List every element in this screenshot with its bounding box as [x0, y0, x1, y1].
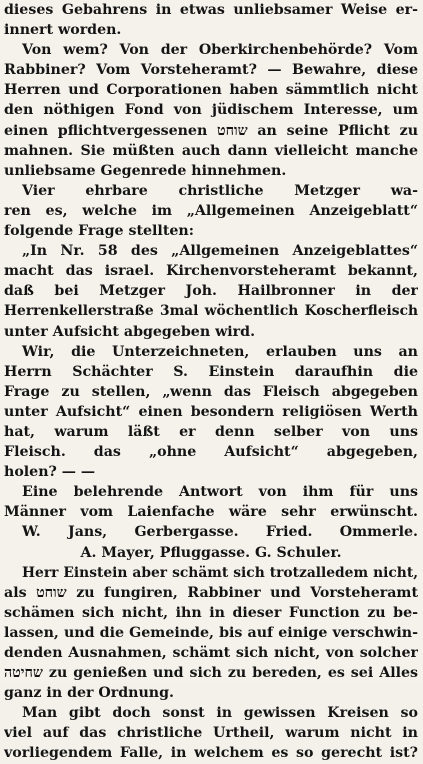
text-line: Wir, die Unterzeichneten, erlauben uns an	[22, 343, 418, 360]
text-line: ren es, welche im „Allgemeinen Anzeigeblatt“	[4, 202, 418, 219]
text-line: unter Aufsicht abgegeben wird.	[4, 323, 256, 340]
text-line: Eine belehrende Antwort von ihm für uns	[22, 484, 418, 501]
text-line: dieses Gebahrens in etwas unliebsamer Weise er-	[4, 2, 418, 18]
text-line: unliebsame Gegenrede hinnehmen.	[4, 162, 287, 179]
text-line: W. Jans, Gerbergasse. Fried. Ommerle.	[22, 524, 418, 541]
article-text	[4, 0, 418, 764]
text-line: ganz in der Ordnung.	[4, 685, 174, 702]
text-line: macht das israel. Kirchenvorsteheramt bekannt,	[4, 263, 418, 280]
text-line: Herr Einstein aber schämt sich trotzalledem nicht,	[22, 564, 418, 581]
text-line: שחיטה zu genießen und sich zu bereden, es sei Alles	[4, 665, 418, 682]
text-line: viel auf das christliche Urtheil, warum nicht in	[4, 725, 418, 742]
text-line: lassen, und die Gemeinde, bis auf einige verschwin-	[4, 624, 418, 641]
text-line: Frage zu stellen, „wenn das Fleisch abgegeben	[4, 383, 418, 400]
text-line: Man gibt doch sonst in gewissen Kreisen so	[22, 705, 418, 722]
text-line: Fleisch. das „ohne Aufsicht“ abgegeben,	[4, 444, 418, 461]
text-line: Männer vom Laienfache wäre sehr erwünscht.	[4, 504, 418, 521]
text-line: Vier ehrbare christliche Metzger wa-	[22, 182, 418, 199]
text-line: Rabbiner? Vom Vorsteheramt? — Bewahre, diese	[4, 62, 418, 79]
text-line: Herren und Corporationen haben sämmtlich nicht	[4, 82, 418, 99]
text-line: einen pflichtvergessenen שוחט an seine Pflicht zu	[4, 122, 418, 139]
text-line: Von wem? Von der Oberkirchenbehörde? Vom	[22, 42, 418, 59]
text-line: schämen sich nicht, ihn in dieser Function zu be-	[4, 604, 418, 621]
text-line: A. Mayer, Pfluggasse. G. Schuler.	[80, 544, 342, 561]
text-line: daß bei Metzger Joh. Hailbronner in der	[4, 283, 418, 300]
text-line: Herrenkellerstraße 3mal wöchentlich Koscherfleisch	[4, 303, 418, 320]
text-line: „In Nr. 58 des „Allgemeinen Anzeigeblattes“	[22, 243, 418, 260]
text-line: denden Ausnahmen, schämt sich nicht, von solcher	[4, 645, 418, 661]
text-line: mahnen. Sie müßten auch dann vielleicht manche	[4, 142, 418, 159]
text-line: Herrn Schächter S. Einstein daraufhin die	[4, 363, 418, 380]
text-line: den nöthigen Fond von jüdischem Interesse, um	[4, 102, 418, 119]
text-line: hat, warum läßt er denn selber von uns	[4, 423, 418, 440]
text-line: folgende Frage stellten:	[4, 223, 194, 240]
text-line: innert worden.	[4, 22, 122, 39]
text-line: unter Aufsicht“ einen besondern religiösen Werth	[4, 403, 418, 420]
text-line: als שוחט zu fungiren, Rabbiner und Vorsteheramt	[4, 584, 418, 601]
text-line: vorliegendem Falle, in welchem es so gerecht ist?	[4, 745, 418, 762]
text-line: holen? — —	[4, 464, 96, 481]
